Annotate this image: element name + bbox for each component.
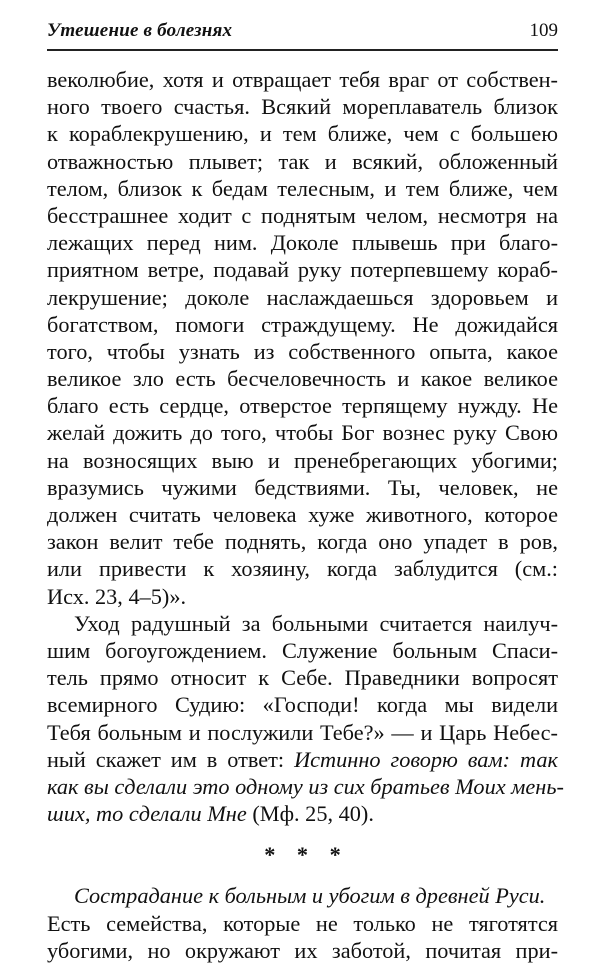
body-text bbox=[47, 66, 564, 964]
scripture-quote: Истинно говорю вам: так bbox=[294, 746, 558, 772]
text-line: на возносящих выю и пренебрегающих убогими; bbox=[47, 447, 558, 473]
text-line: убогими, но окружают их заботой, почитая при- bbox=[47, 937, 558, 963]
text-line: должен считать человека хуже животного, которое bbox=[47, 502, 558, 527]
text-line bbox=[47, 746, 558, 773]
text-line: желай дожить до того, чтобы Бог вознес руку Свою bbox=[47, 420, 558, 446]
text-line: вразумись чужими бедствиями. Ты, человек, не bbox=[47, 474, 558, 500]
text-line: того, чтобы узнать из собственного опыта, какое bbox=[47, 338, 558, 364]
text-line: Исх. 23, 4–5)». bbox=[47, 583, 187, 609]
paragraph-1 bbox=[47, 66, 558, 610]
text-line: отважностью плывет; так и всякий, обложенный bbox=[47, 148, 558, 174]
text-line bbox=[47, 800, 558, 827]
scripture-quote: ших, то сделали Мне bbox=[47, 801, 247, 827]
text-line: ного твоего счастья. Всякий мореплаватель близок bbox=[47, 94, 558, 120]
scripture-quote: как вы сделали это одному из сих братьев Моих мень- bbox=[47, 773, 564, 799]
text-line: закон велит тебе поднять, когда оно упадет в ров, bbox=[47, 529, 558, 555]
text-line: веколюбие, хотя и отвращает тебя враг от собствен- bbox=[47, 67, 558, 92]
plain-text: ный скажет им в ответ: bbox=[47, 746, 295, 772]
text-line: к кораблекрушению, и тем ближе, чем с большею bbox=[47, 121, 558, 147]
chapter-title: Утешение в болезнях bbox=[47, 20, 233, 41]
text-line: Есть семейства, которые не только не тяготятся bbox=[47, 910, 558, 936]
header-rule bbox=[47, 49, 558, 51]
text-line: шим богоугождением. Служение больным Спаси- bbox=[47, 637, 558, 663]
paragraph-2 bbox=[47, 610, 564, 828]
text-line: приятном ветре, подавай руку потерпевшему кораб- bbox=[47, 257, 558, 283]
text-line: тель прямо относит к Себе. Праведники вопросят bbox=[47, 665, 558, 691]
text-line: Тебя больным и послужили Тебе?» — и Царь Небес- bbox=[47, 719, 558, 745]
text-line: бесстрашнее ходит с поднятым челом, несмотря на bbox=[47, 202, 558, 228]
paragraph-3 bbox=[47, 882, 558, 964]
text-line: богатством, помоги страждущему. Не дожидайся bbox=[47, 311, 558, 337]
text-line: всемирного Судию: «Господи! когда мы видели bbox=[47, 692, 558, 718]
section-heading: Сострадание к больным и убогим в древней Руси. bbox=[74, 883, 546, 909]
text-line: благо есть сердце, отверстое терпящему нужду. Не bbox=[47, 393, 558, 419]
page-number: 109 bbox=[529, 20, 558, 41]
text-line: Уход радушный за больными считается наилуч- bbox=[74, 610, 558, 636]
text-line: великое зло есть бесчеловечность и какое великое bbox=[47, 366, 558, 392]
text-line: лежащих перед ним. Доколе плывешь при благо- bbox=[47, 230, 558, 256]
section-separator: * * * bbox=[264, 842, 349, 868]
text-line: телом, близок к бедам телесным, и тем ближе, чем bbox=[47, 175, 558, 201]
scripture-reference: (Мф. 25, 40). bbox=[246, 801, 374, 827]
text-line: или привести к хозяину, когда заблудится (см.: bbox=[47, 556, 558, 582]
text-line: лекрушение; доколе наслаждаешься здоровьем и bbox=[47, 284, 558, 310]
running-header bbox=[47, 20, 558, 44]
